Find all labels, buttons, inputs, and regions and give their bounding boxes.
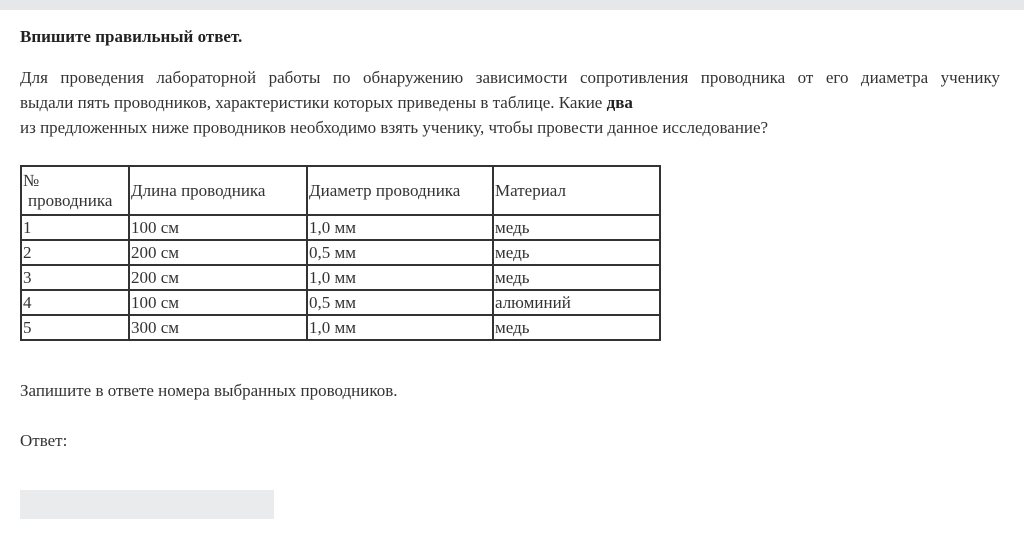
question-text xyxy=(20,65,1000,140)
question-line-2 xyxy=(20,90,1000,115)
cell-number: 4 xyxy=(21,290,129,315)
header-diameter: Диаметр проводника xyxy=(307,166,493,215)
header-material: Материал xyxy=(493,166,660,215)
cell-number: 1 xyxy=(21,215,129,240)
table-row xyxy=(21,265,660,290)
answer-input[interactable] xyxy=(20,490,274,519)
conductors-table xyxy=(20,165,661,341)
table-header-row xyxy=(21,166,660,215)
cell-material: алюминий xyxy=(493,290,660,315)
cell-material: медь xyxy=(493,240,660,265)
cell-number: 5 xyxy=(21,315,129,340)
table-row xyxy=(21,315,660,340)
cell-material: медь xyxy=(493,215,660,240)
header-length: Длина проводника xyxy=(129,166,307,215)
table-row xyxy=(21,290,660,315)
cell-length: 100 см xyxy=(129,215,307,240)
table-row xyxy=(21,240,660,265)
question-line-3: из предложенных ниже проводников необходимо взять ученику, чтобы провести данное исследование? xyxy=(20,118,769,137)
header-number-symbol: № xyxy=(23,170,40,190)
top-bar xyxy=(0,0,1024,10)
cell-diameter: 1,0 мм xyxy=(307,265,493,290)
table-row xyxy=(21,215,660,240)
instruction-heading: Впишите правильный ответ. xyxy=(20,27,243,46)
cell-material: медь xyxy=(493,265,660,290)
question-emphasis: два xyxy=(606,93,633,112)
header-number xyxy=(21,166,129,215)
header-number-word: проводника xyxy=(28,190,113,210)
cell-length: 100 см xyxy=(129,290,307,315)
question-line-1: Для проведения лабораторной работы по обнаружению зависимости сопротивления проводника от его диаметра ученику xyxy=(20,68,1000,87)
cell-diameter: 1,0 мм xyxy=(307,215,493,240)
cell-diameter: 1,0 мм xyxy=(307,315,493,340)
cell-number: 3 xyxy=(21,265,129,290)
answer-instruction: Запишите в ответе номера выбранных проводников. xyxy=(20,381,398,400)
cell-diameter: 0,5 мм xyxy=(307,240,493,265)
cell-diameter: 0,5 мм xyxy=(307,290,493,315)
cell-length: 200 см xyxy=(129,265,307,290)
answer-label: Ответ: xyxy=(20,431,68,450)
cell-material: медь xyxy=(493,315,660,340)
cell-length: 200 см xyxy=(129,240,307,265)
cell-length: 300 см xyxy=(129,315,307,340)
question-line-2-text: выдали пять проводников, характеристики которых приведены в таблице. Какие xyxy=(20,93,607,112)
cell-number: 2 xyxy=(21,240,129,265)
